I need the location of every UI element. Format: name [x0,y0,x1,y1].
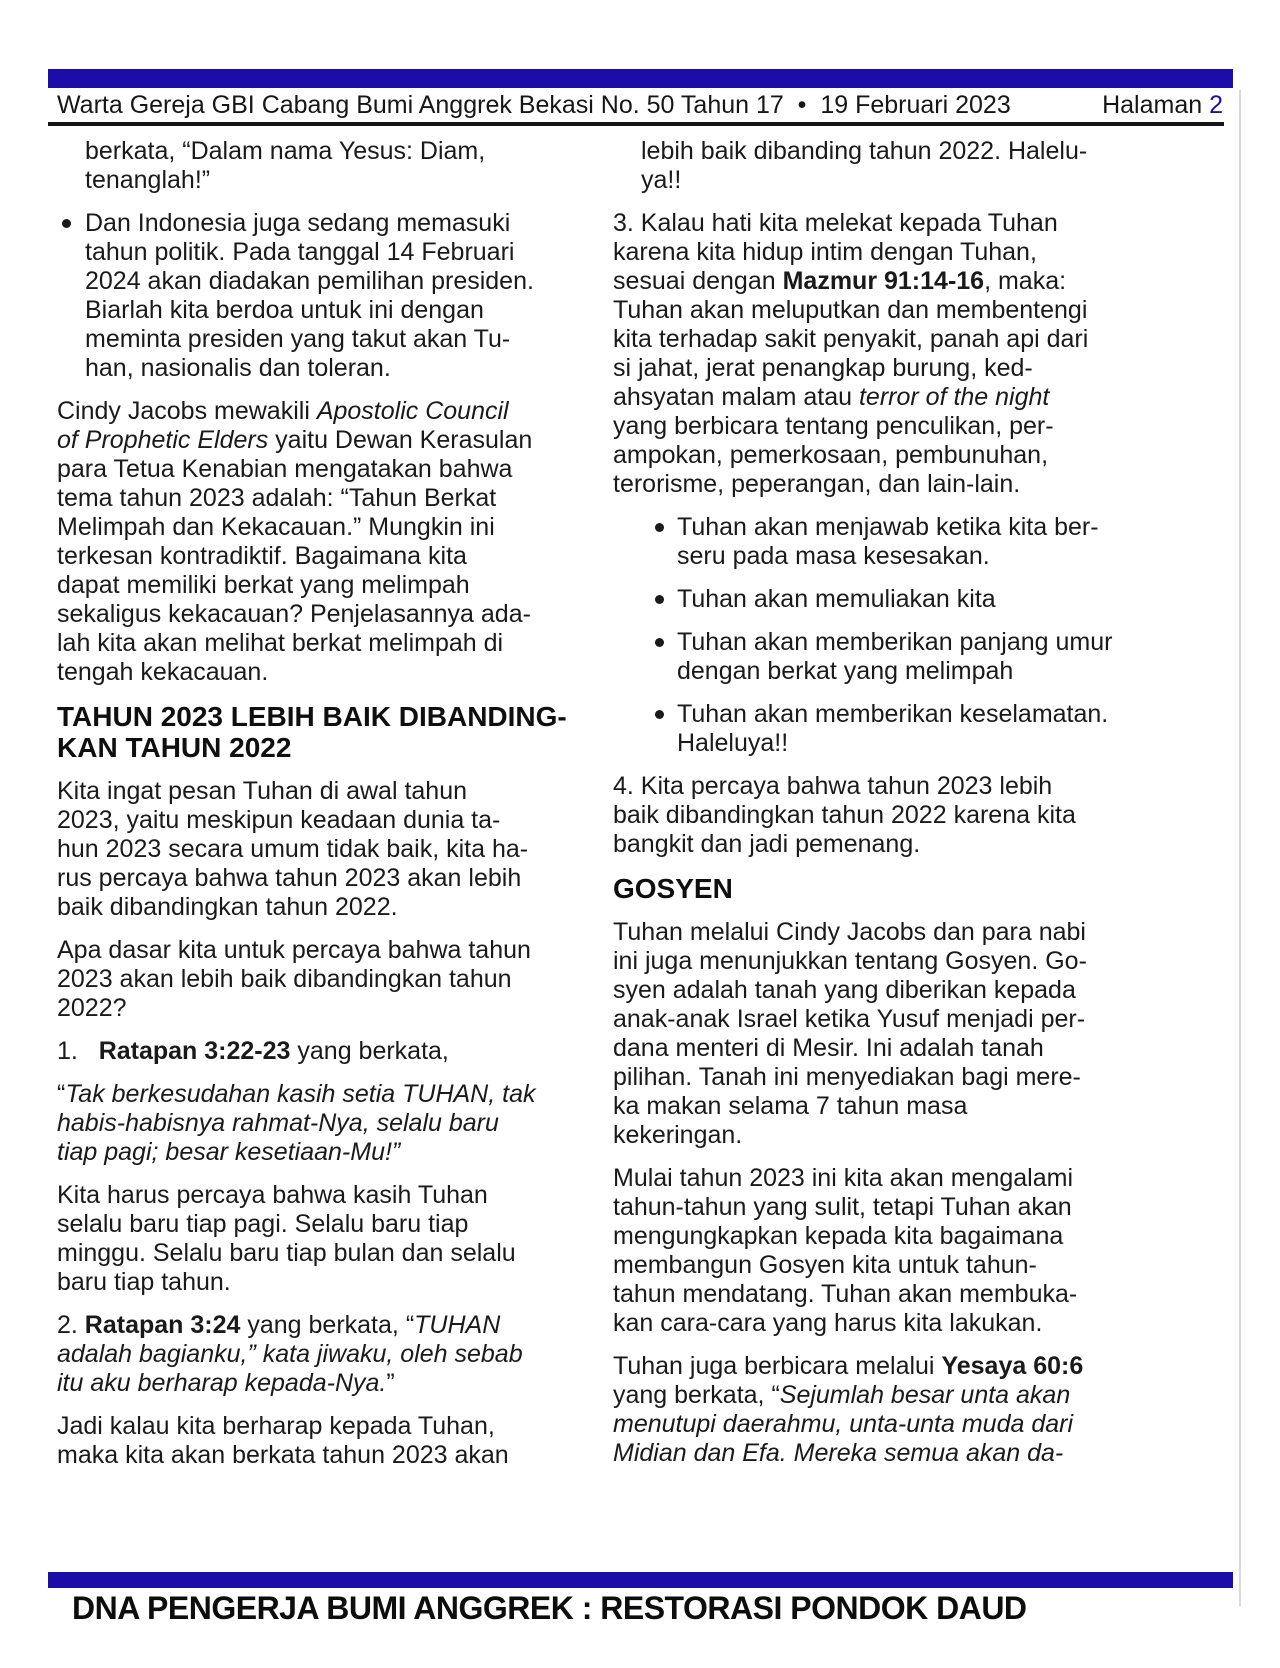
text-run: 2022? [57,994,127,1022]
text-run: dapat memiliki berkat yang melimpah [57,571,470,599]
bullet-item [57,209,609,383]
paragraph [57,1412,609,1470]
text-run: of Prophetic Elders [57,426,269,454]
bullet-dot [655,595,664,604]
text-line [57,426,609,455]
text-line [677,729,1165,758]
text-run: kan cara-cara yang harus kita lakukan. [613,1309,1043,1337]
text-run: , maka: [984,267,1067,295]
text-run: menutupi daerahmu, unta-unta muda dari [613,1410,1074,1438]
text-run: ampokan, pemerkosaan, pembunuhan, [613,441,1049,469]
text-run: sekaligus kekacauan? Penjelasannya ada- [57,600,531,628]
bullet-dot [655,710,664,719]
text-line [57,571,609,600]
text-run: TAHUN 2023 LEBIH BAIK DIBANDING- [57,701,567,732]
paragraph [57,1181,609,1297]
text-line [613,1222,1165,1251]
text-run: Apostolic Council [316,397,509,425]
text-line [613,1280,1165,1309]
text-run: Haleluya!! [677,729,789,757]
text-line [613,412,1165,441]
text-line [677,657,1165,686]
text-run: Kita harus percaya bahwa kasih Tuhan [57,1181,488,1209]
text-run: ” [386,1369,395,1397]
text-line [57,1138,609,1167]
text-run: Mulai tahun 2023 ini kita akan mengalami [613,1164,1073,1192]
text-line [57,994,609,1023]
text-run: dana menteri di Mesir. Ini adalah tanah [613,1034,1044,1062]
text-run: Yesaya 60:6 [941,1352,1084,1380]
text-run: sesuai dengan [613,267,783,295]
text-line [57,629,609,658]
text-line [57,1109,609,1138]
text-line [57,835,609,864]
text-run: Mazmur 91:14-16 [782,267,985,295]
text-line [85,354,609,383]
text-line [613,267,1165,296]
text-run: Tuhan akan meluputkan dan membentengi [613,296,1088,324]
text-run: adalah bagianku,” kata jiwaku, oleh sebab [57,1340,523,1368]
text-run: 2023, yaitu meskipun keadaan dunia ta- [57,806,501,834]
text-line [613,383,1165,412]
text-run: 2023 akan lebih baik dibandingkan tahun [57,965,512,993]
scan-artifact-line [1239,90,1241,1606]
text-run: 3. Kalau hati kita melekat kepada Tuhan [613,209,1058,237]
text-line [85,137,609,166]
text-run: Tuhan akan memberikan panjang umur [677,628,1113,656]
text-run: kita terhadap sakit penyakit, panah api dari [613,325,1089,353]
text-line [57,600,609,629]
bullet-item [613,585,1165,614]
text-line [57,1441,609,1470]
text-line [57,1181,609,1210]
text-line [613,1251,1165,1280]
paragraph [613,772,1165,859]
text-run: ini juga menunjukkan tentang Gosyen. Go- [613,947,1087,975]
text-run: Tuhan juga berbicara melalui [613,1352,942,1380]
paragraph [57,777,609,922]
text-line [613,1034,1165,1063]
text-run: GOSYEN [613,873,733,904]
text-run: anak-anak Israel ketika Yusuf menjadi per- [613,1005,1086,1033]
text-run: Dan Indonesia juga sedang memasuki [85,209,511,237]
paragraph [57,1037,609,1066]
text-line [85,267,609,296]
text-line [677,513,1165,542]
text-line [57,1239,609,1268]
text-run: 2024 akan diadakan pemilihan presiden. [85,267,534,295]
text-run: membangun Gosyen kita untuk tahun- [613,1251,1037,1279]
text-run: kekeringan. [613,1121,743,1149]
text-run: hun 2023 secara umum tidak baik, kita ha- [57,835,529,863]
paragraph [613,1164,1165,1338]
text-run: tema tahun 2023 adalah: “Tahun Berkat [57,484,497,512]
text-line [613,1439,1165,1468]
text-run: Tuhan akan memberikan keselamatan. [677,700,1109,728]
text-line [57,1311,609,1340]
text-run: tiap pagi; besar kesetiaan-Mu!” [57,1138,401,1166]
text-run: baru tiap tahun. [57,1268,231,1296]
text-line [85,166,609,195]
text-run: yang berkata, [613,1381,772,1409]
text-run: mengungkapkan kepada kita bagaimana [613,1222,1064,1250]
text-line [613,1410,1165,1439]
footer-accent-bar [48,1572,1233,1588]
text-line [57,965,609,994]
text-line [613,873,1165,904]
text-line [677,700,1165,729]
text-line [641,166,1165,195]
text-line [613,296,1165,325]
text-run: TUHAN [414,1311,501,1339]
text-run: tahun-tahun yang sulit, tetapi Tuhan akan [613,1193,1072,1221]
text-run: han, nasionalis dan toleran. [85,354,391,382]
text-run: pilihan. Tanah ini menyediakan bagi mere- [613,1063,1081,1091]
paragraph [613,137,1165,195]
text-run: para Tetua Kenabian mengatakan bahwa [57,455,513,483]
text-line [57,701,609,732]
text-line [613,830,1165,859]
text-run: bangkit dan jadi pemenang. [613,830,921,858]
bullet-item [613,513,1165,571]
page-header [57,91,1223,121]
text-run: tengah kekacauan. [57,658,269,686]
text-run: terror of the night [858,383,1050,411]
text-line [57,936,609,965]
text-line [613,1092,1165,1121]
bullet-dot [655,638,664,647]
text-line [613,918,1165,947]
page-number: 2 [1209,91,1223,119]
text-run: lebih baik dibanding tahun 2022. Halelu- [641,137,1088,165]
text-line [677,585,1165,614]
text-line [613,947,1165,976]
right-column [613,137,1165,1482]
text-line [613,325,1165,354]
bullet-item [613,628,1165,686]
section-heading [57,701,609,763]
text-run: itu aku berharap kepada-Nya. [57,1369,387,1397]
text-run: yang berbicara tentang penculikan, per- [613,412,1054,440]
text-line [613,1309,1165,1338]
text-run: baik dibandingkan tahun 2022 karena kita [613,801,1076,829]
text-run: “ [57,1080,66,1108]
text-line [613,1063,1165,1092]
text-run: Cindy Jacobs mewakili [57,397,317,425]
text-line [613,1381,1165,1410]
text-run: “ [405,1311,415,1339]
text-run: ya!! [641,166,682,194]
text-run: lah kita akan melihat berkat melimpah di [57,629,504,657]
text-line [57,1037,609,1066]
text-line [613,209,1165,238]
text-run: habis-habisnya rahmat-Nya, selalu baru [57,1109,499,1137]
text-run: Sejumlah besar unta akan [779,1381,1071,1409]
text-run: tenanglah!” [85,166,211,194]
text-run: KAN TAHUN 2022 [57,732,292,763]
text-line [613,1193,1165,1222]
text-run: rus percaya bahwa tahun 2023 akan lebih [57,864,522,892]
text-run: meminta presiden yang takut akan Tu- [85,325,511,353]
text-line [57,484,609,513]
text-run: Midian dan Efa. Mereka semua akan da- [613,1439,1064,1467]
text-run: Biarlah kita berdoa untuk ini dengan [85,296,484,324]
newsletter-title: Warta Gereja GBI Cabang Bumi Anggrek Bekasi No. 50 Tahun 17 • 19 Februari 2023 [57,91,1011,119]
text-run: Tuhan melalui Cindy Jacobs dan para nabi [613,918,1086,946]
top-accent-bar [48,69,1233,88]
text-line [613,1121,1165,1150]
text-line [85,209,609,238]
text-run: baik dibandingkan tahun 2022. [57,893,398,921]
paragraph [57,1080,609,1167]
text-run: ahsyatan malam atau [613,383,859,411]
text-line [57,1340,609,1369]
page-indicator [1102,91,1223,120]
text-run: maka kita akan berkata tahun 2023 akan [57,1441,509,1469]
text-line [57,864,609,893]
section-heading [613,873,1165,904]
paragraph [613,1352,1165,1468]
bullet-dot [655,523,664,532]
text-line [57,806,609,835]
bullet-dot [62,219,71,228]
text-run: dengan berkat yang melimpah [677,657,1014,685]
text-run: Kita ingat pesan Tuhan di awal tahun [57,777,468,805]
text-line [677,542,1165,571]
text-line [613,238,1165,267]
text-run: berkata, “Dalam nama Yesus: Diam, [85,137,486,165]
text-line [57,1268,609,1297]
left-column [57,137,609,1484]
paragraph [57,1311,609,1398]
text-line [613,441,1165,470]
text-line [57,732,609,763]
text-run: terorisme, peperangan, dan lain-lain. [613,470,1021,498]
text-run: syen adalah tanah yang diberikan kepada [613,976,1076,1004]
header-divider [48,122,1224,126]
text-line [613,1164,1165,1193]
bullet-item [613,700,1165,758]
text-line [613,976,1165,1005]
text-run: Tak berkesudahan kasih setia TUHAN, tak [65,1080,536,1108]
text-line [57,1369,609,1398]
text-run: yang berkata, [240,1311,406,1339]
paragraph [57,936,609,1023]
text-line [613,470,1165,499]
paragraph [613,918,1165,1150]
footer-motto: DNA PENGERJA BUMI ANGGREK : RESTORASI PONDOK DAUD [72,1590,1027,1626]
text-run: selalu baru tiap pagi. Selalu baru tiap [57,1210,469,1238]
text-run: terkesan kontradiktif. Bagaimana kita [57,542,467,570]
page-label: Halaman [1102,91,1210,119]
text-line [641,137,1165,166]
text-line [613,772,1165,801]
text-run: 2. [57,1311,85,1339]
text-run: Jadi kalau kita berharap kepada Tuhan, [57,1412,495,1440]
text-run: yaitu Dewan Kerasulan [268,426,533,454]
text-run: minggu. Selalu baru tiap bulan dan selalu [57,1239,516,1267]
text-run: yang berkata, [290,1037,449,1065]
text-run: ka makan selama 7 tahun masa [613,1092,968,1120]
text-line [57,513,609,542]
text-line [613,1005,1165,1034]
text-run: Ratapan 3:24 [84,1311,241,1339]
text-line [613,1352,1165,1381]
text-run: Melimpah dan Kekacauan.” Mungkin ini [57,513,495,541]
text-run: seru pada masa kesesakan. [677,542,990,570]
text-line [57,777,609,806]
paragraph [57,137,609,195]
text-line [57,455,609,484]
text-run: Tuhan akan menjawab ketika kita ber- [677,513,1099,541]
text-run: 1. [57,1037,99,1065]
text-run: si jahat, jerat penangkap burung, ked- [613,354,1033,382]
text-line [57,1412,609,1441]
text-run: “ [771,1381,780,1409]
text-line [85,296,609,325]
paragraph [57,397,609,687]
text-line [613,354,1165,383]
text-line [677,628,1165,657]
paragraph [613,209,1165,499]
text-line [85,238,609,267]
text-line [57,893,609,922]
text-line [57,1080,609,1109]
text-run: Tuhan akan memuliakan kita [677,585,996,613]
text-run: tahun mendatang. Tuhan akan membuka- [613,1280,1078,1308]
text-run: 4. Kita percaya bahwa tahun 2023 lebih [613,772,1053,800]
text-line [57,658,609,687]
text-line [613,801,1165,830]
text-run: tahun politik. Pada tanggal 14 Februari [85,238,515,266]
text-line [57,1210,609,1239]
text-run: Ratapan 3:22-23 [98,1037,291,1065]
text-line [57,542,609,571]
text-run: Apa dasar kita untuk percaya bahwa tahun [57,936,531,964]
text-run: karena kita hidup intim dengan Tuhan, [613,238,1037,266]
text-line [85,325,609,354]
text-line [57,397,609,426]
